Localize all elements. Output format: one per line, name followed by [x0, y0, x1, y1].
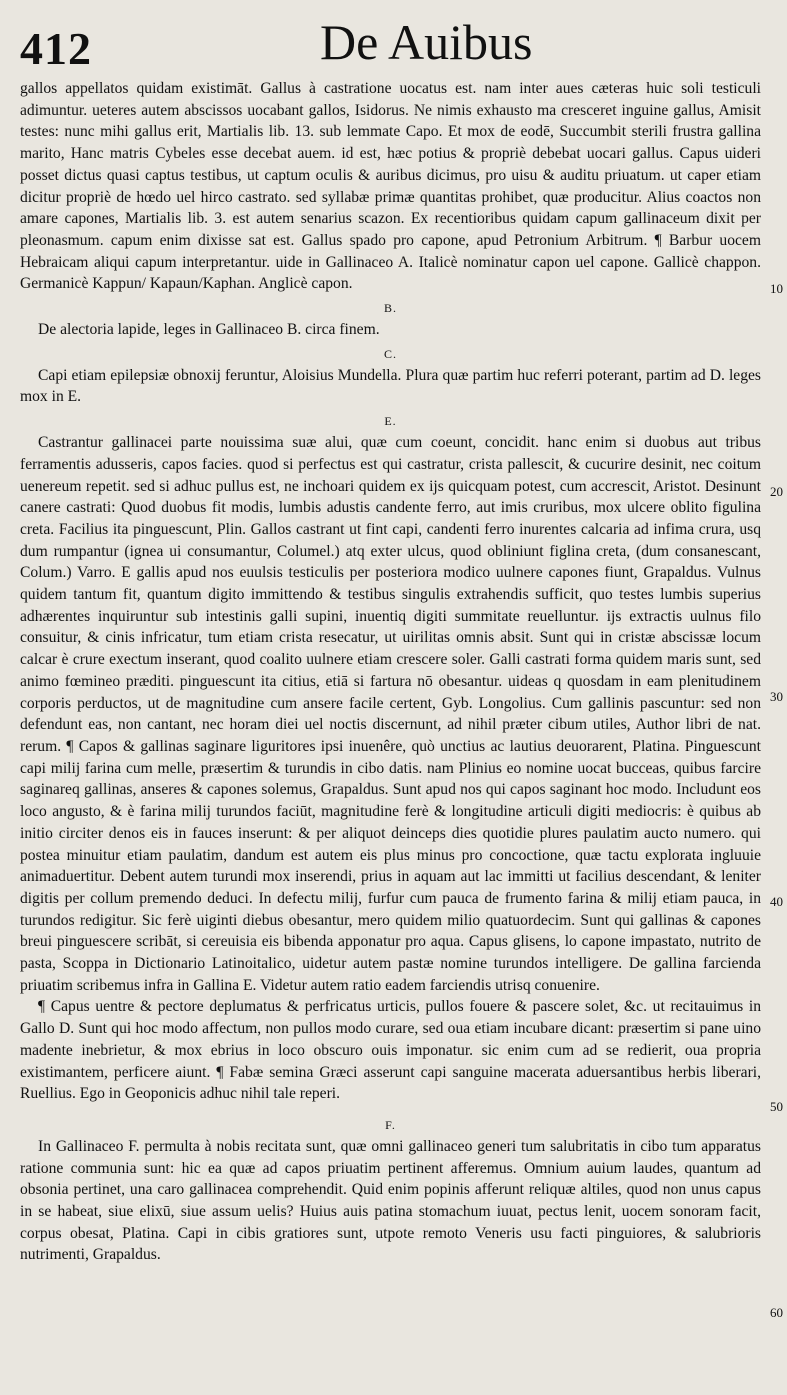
- margin-number-40: 40: [770, 894, 783, 909]
- margin-number-60: 60: [770, 1305, 783, 1320]
- running-title: De Auibus: [320, 14, 533, 70]
- page-header: [20, 10, 761, 78]
- margin-number-20: 20: [770, 484, 783, 499]
- margin-number-30: 30: [770, 689, 783, 704]
- margin-number-10: 10: [770, 281, 783, 296]
- paragraph-e-2: ¶ Capus uentre & pectore deplumatus & perfricatus urticis, pullos fouere & pascere solet, &c. ut recitauimus in Gallo D. Sunt qui hoc modo affectum, non pullos modo curare, sed oua etiam incubare dicant: præsertim si pane uino madente inebrietur, & mox ebrius in loco obscuro ouis imponatur. sic enim cum ad se redierit, oua propria existimantem, perficere aiunt. ¶ Fabæ semina Græci asserunt capi sanguine macerata aduersantibus herbis liberari, Ruellius. Ego in Geoponicis adhuc nihil tale reperi.: [20, 998, 761, 1103]
- paragraph-b: De alectoria lapide, leges in Gallinaceo B. circa finem.: [38, 321, 380, 339]
- page-number: 412: [20, 23, 92, 74]
- section-label-b: B.: [383, 301, 397, 316]
- paragraph-c: Capi etiam epilepsiæ obnoxij feruntur, Aloisius Mundella. Plura quæ partim huc referri poterant, partim ad D. leges mox in E.: [20, 366, 761, 406]
- section-label-f: F.: [385, 1117, 396, 1132]
- margin-number-50: 50: [770, 1099, 783, 1114]
- section-label-c: C.: [383, 346, 397, 361]
- paragraph-e-1: Castrantur gallinacei parte nouissima suæ alui, quæ cum coeunt, concidit. hanc enim si duobus aut tribus ferramentis adusseris, capos facies. quod si perfectus est qui castratur, crista pallescit, & cucurire desinit, nec coitum uenereum repetit. sed si adhuc pullus est, ne inchoari quidem ex ijs quicquam potest, cum accrescit, Aristot. Desinunt canere castrati: Quod duobus fit modis, lumbis adustis candente ferro, aut imis cruribus, mox ulcere oblito figulina creta. Facilius ita pinguescunt, Plin. Gallos castrant ut fint capi, candenti ferro inurentes calcaria ad infima crura, usq dum rumpantur (ignea ui consumantur, Columel.) atq exter ulcus, quod obliniunt figlina creta, (dum consanescant, Colum.) Varro. E gallis apud nos euulsis testiculis per posteriora modico uulnere capones fiunt, Grapaldus. Vulnus quidem tantum fit, quantum digito immittendo & testibus singulis extrahendis sufficit, quo testes lumbis superius adhærentes inquiruntur sub intestinis galli supini, inuentiq digiti summitate reuelluntur. ijs extractis uulnus filo consuitur, & cinis infricatur, tum etiam crista resecatur, ut uirilitas omnis absit. Sunt qui in cristæ abscissæ locum calcar è crure exectum inserant, quod coalito uulnere etiam crescere soler. Galli castrati forma quidem maris sunt, sed animo fœmineo præditi. pinguescunt ita citius, etiā si fartura nō obesantur. uideas q quosdam in eam plenitudinem corporis perductos, ut de magnitudine cum ansere facile certent, Gyb. Longolius. Cum gallinis pascuntur: sed non defendunt eas, non cantant, nec horam diei uel noctis discernunt, ad nihil præter cibum utiles, Author libri de nat. rerum. ¶ Capos & gallinas saginare liguritores ipsi inuenêre, quò unctius ac lautius deuorarent, Platina. Pinguescunt capi milij farina cum melle, præsertim & turundis in cibo datis. nam Plinius eo nomine uocat bucceas, quibus farcire saginareq gallinas, anseres & capones solemus, Grapaldus. Sunt apud nos qui capos saginant hoc modo. Includunt eos loco angusto, & è farina milij turundos faciūt, magnitudine ferè & longitudine articuli digiti mediocris: è quibus ab initio circiter denos eis in fauces inserunt: & per aliquot deinceps dies quotidie plures paulatim aucto numero. qui postea minuitur etiam paulatim, dandum est autem eis plus minus pro concoctione, quæ tactu explorata ingluuie animaduertitur. Debent autem turundi mox inserendi, prius in aquam aut lac immitti ut facilius descendant, & leniter digitis per collum premendo deduci. In defectu milij, furfur cum pauca de frumento farina & milij etiam pauca, in turundos redigitur. Sic ferè uiginti diebus obesantur, mero quidem milio quatuordecim. Sunt qui gallinas & capones breui pinguescere scribāt, si cereuisia eis bibenda apponatur pro aqua. Capus glisens, lo capone impastato, nutrito de pasta, Scoppa in Dictionario Latinoitalico, uidetur autem pastæ nomine turundos intelligere. De gallina farcienda priuatim scribemus infra in Gallina E. Videtur autem ratio eadem farciendis utrisq conuenire.: [20, 434, 761, 994]
- paragraph-f: In Gallinaceo F. permulta à nobis recitata sunt, quæ omni gallinaceo generi tum salubritatis in cibo tum apparatus ratione communia sunt: hic ea quæ ad capos priuatim pertinent afferemus. Omnium auium laudes, quantum ad obsonia pertinet, una caro gallinacea comprehendit. Quid enim popinis afferunt reliquæ altiles, quod non unus capus in se habeat, siue elixū, siue assum uelis? Huius auis patina stomachum iuuat, pectus lenit, uocem sonoram facit, corpus obesat, Platina. Capi in cibis gratiores sunt, utpote remoto Veneris usu facti pinguiores, & salubrioris nutrimenti, Grapaldus.: [20, 1137, 761, 1264]
- body-text: [20, 78, 761, 1266]
- paragraph-a: gallos appellatos quidam existimāt. Gallus à castratione uocatus est. nam inter aues cæteras huic soli testiculi adimuntur. ueteres autem abscissos uocabant gallos, Isidorus. Ne nimis exhausto ma cresceret inguine gallus, Amisit testes: nunc mihi gallus erit, Martialis lib. 13. sub lemmate Capo. Et mox de eodē, Succumbit sterili frustra gallina marito, Hanc matris Cybeles esse decebat auem. id est, hæc potius & propriè debebat uocari gallus. Capus uideri posset dictus quasi captus testibus, ut captum oculis & auribus dicimus, pro uisu & auditu priuatum. ut caper etiam dicitur propriè de hœdo uel hirco castrato. sed syllabæ primæ quantitas prohibet, quæ producitur. Alius coactos non amare capones, Martialis lib. 3. est autem senarius scazon. Ex recentioribus quidam capum gallinaceum dixit per pleonasmum. capum enim dixisse sat est. Gallus spado pro capone, apud Petronium Arbitrum. ¶ Barbur uocem Hebraicam aliqui capum interpretantur. uide in Gallinaceo A. Italicè nominatur capon uel capone. Gallicè chappon. Germanicè Kappun/ Kapaun/Kaphan. Anglicè capon.: [20, 80, 761, 293]
- section-label-e: E.: [384, 414, 397, 429]
